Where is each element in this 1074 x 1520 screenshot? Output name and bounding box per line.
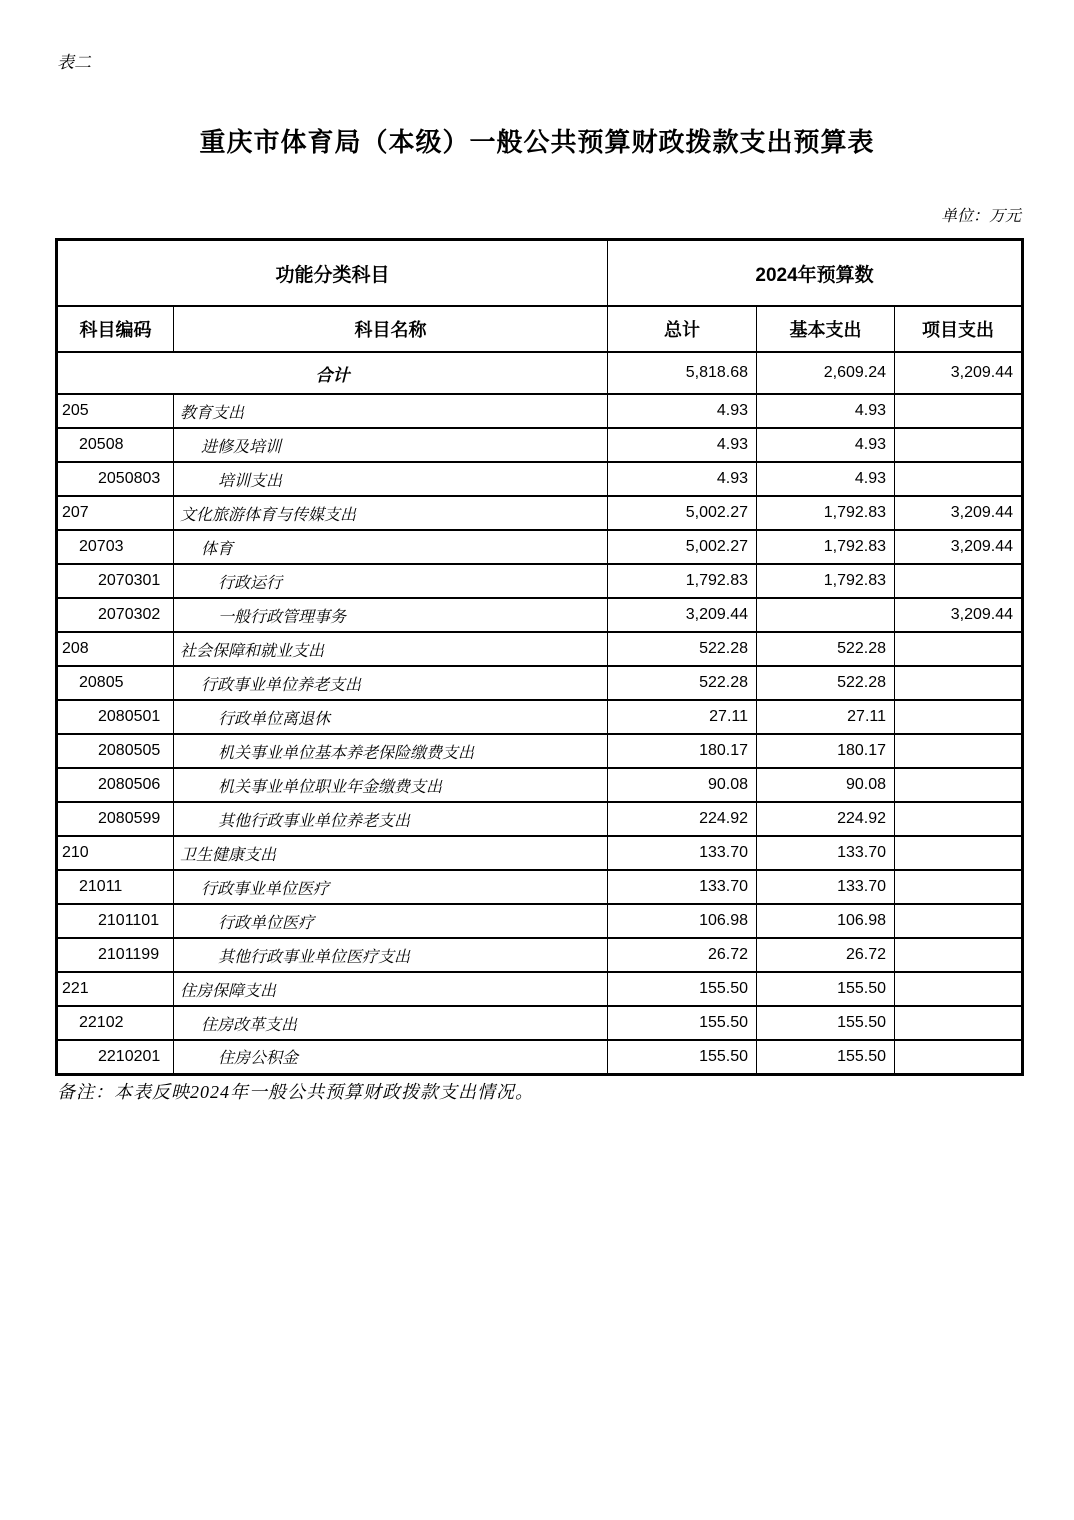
subject-name-cell: 行政单位医疗: [174, 904, 608, 938]
total-cell: 4.93: [608, 394, 757, 428]
table-row: [57, 394, 1023, 428]
basic-expense-cell: 180.17: [757, 734, 895, 768]
table-row: [57, 564, 1023, 598]
table-row: [57, 632, 1023, 666]
total-cell: 1,792.83: [608, 564, 757, 598]
subject-code-cell: 207: [57, 496, 174, 530]
table-row: [57, 768, 1023, 802]
project-expense-cell: 3,209.44: [895, 530, 1023, 564]
total-cell: 90.08: [608, 768, 757, 802]
basic-expense-cell: 155.50: [757, 972, 895, 1006]
table-row: [57, 870, 1023, 904]
subject-name-cell: 机关事业单位职业年金缴费支出: [174, 768, 608, 802]
basic-expense-cell: 4.93: [757, 394, 895, 428]
table-row: [57, 700, 1023, 734]
project-expense-cell: [895, 802, 1023, 836]
total-cell: 133.70: [608, 870, 757, 904]
project-expense-cell: [895, 394, 1023, 428]
budget-table: [55, 238, 1024, 1076]
subject-name-cell: 机关事业单位基本养老保险缴费支出: [174, 734, 608, 768]
column-header-row: [57, 306, 1023, 352]
basic-expense-cell: [757, 598, 895, 632]
basic-expense-cell: 133.70: [757, 870, 895, 904]
project-expense-cell: [895, 870, 1023, 904]
project-expense-cell: [895, 768, 1023, 802]
project-expense-cell: [895, 564, 1023, 598]
header-project-expense: 项目支出: [895, 306, 1023, 352]
basic-expense-cell: 224.92: [757, 802, 895, 836]
subject-name-cell: 卫生健康支出: [174, 836, 608, 870]
subject-name-cell: 其他行政事业单位医疗支出: [174, 938, 608, 972]
table-row: [57, 530, 1023, 564]
project-expense-cell: [895, 904, 1023, 938]
subject-code-cell: 2050803: [57, 462, 174, 496]
subject-name-cell: 住房改革支出: [174, 1006, 608, 1040]
table-row: [57, 1006, 1023, 1040]
subject-name-cell: 一般行政管理事务: [174, 598, 608, 632]
total-cell: 133.70: [608, 836, 757, 870]
total-cell: 155.50: [608, 972, 757, 1006]
table-number-label: 表二: [57, 53, 91, 72]
total-row-project: 3,209.44: [895, 352, 1023, 394]
basic-expense-cell: 4.93: [757, 428, 895, 462]
total-cell: 522.28: [608, 666, 757, 700]
header-total: 总计: [608, 306, 757, 352]
group-header-row: [57, 240, 1023, 307]
table-row: [57, 972, 1023, 1006]
subject-name-cell: 行政运行: [174, 564, 608, 598]
project-expense-cell: [895, 462, 1023, 496]
project-expense-cell: [895, 972, 1023, 1006]
subject-name-cell: 其他行政事业单位养老支出: [174, 802, 608, 836]
project-expense-cell: [895, 1006, 1023, 1040]
header-subject-code: 科目编码: [57, 306, 174, 352]
table-row: [57, 802, 1023, 836]
total-cell: 522.28: [608, 632, 757, 666]
total-cell: 155.50: [608, 1040, 757, 1074]
total-cell: 26.72: [608, 938, 757, 972]
subject-code-cell: 22102: [57, 1006, 174, 1040]
subject-code-cell: 2101101: [57, 904, 174, 938]
project-expense-cell: [895, 734, 1023, 768]
table-row: [57, 598, 1023, 632]
table-row: [57, 836, 1023, 870]
basic-expense-cell: 133.70: [757, 836, 895, 870]
basic-expense-cell: 1,792.83: [757, 564, 895, 598]
basic-expense-cell: 90.08: [757, 768, 895, 802]
subject-code-cell: 2080505: [57, 734, 174, 768]
header-function-category: 功能分类科目: [57, 240, 608, 307]
header-subject-name: 科目名称: [174, 306, 608, 352]
subject-code-cell: 208: [57, 632, 174, 666]
table-row: [57, 734, 1023, 768]
header-basic-expense: 基本支出: [757, 306, 895, 352]
subject-code-cell: 20508: [57, 428, 174, 462]
project-expense-cell: [895, 666, 1023, 700]
basic-expense-cell: 27.11: [757, 700, 895, 734]
basic-expense-cell: 106.98: [757, 904, 895, 938]
subject-code-cell: 2080506: [57, 768, 174, 802]
total-cell: 5,002.27: [608, 530, 757, 564]
total-row-basic: 2,609.24: [757, 352, 895, 394]
subject-code-cell: 2070301: [57, 564, 174, 598]
table-row: [57, 1040, 1023, 1074]
total-row: [57, 352, 1023, 394]
subject-code-cell: 2101199: [57, 938, 174, 972]
total-cell: 180.17: [608, 734, 757, 768]
basic-expense-cell: 1,792.83: [757, 496, 895, 530]
total-cell: 5,002.27: [608, 496, 757, 530]
unit-label: 单位：万元: [940, 208, 1021, 225]
subject-code-cell: 205: [57, 394, 174, 428]
total-cell: 4.93: [608, 428, 757, 462]
subject-name-cell: 体育: [174, 530, 608, 564]
subject-code-cell: 2210201: [57, 1040, 174, 1074]
total-cell: 4.93: [608, 462, 757, 496]
subject-name-cell: 住房保障支出: [174, 972, 608, 1006]
subject-name-cell: 教育支出: [174, 394, 608, 428]
table-row: [57, 938, 1023, 972]
subject-code-cell: 21011: [57, 870, 174, 904]
total-cell: 224.92: [608, 802, 757, 836]
total-cell: 27.11: [608, 700, 757, 734]
project-expense-cell: [895, 632, 1023, 666]
table-row: [57, 904, 1023, 938]
subject-code-cell: 20703: [57, 530, 174, 564]
basic-expense-cell: 26.72: [757, 938, 895, 972]
table-row: [57, 496, 1023, 530]
basic-expense-cell: 155.50: [757, 1006, 895, 1040]
project-expense-cell: [895, 428, 1023, 462]
total-cell: 106.98: [608, 904, 757, 938]
subject-name-cell: 培训支出: [174, 462, 608, 496]
project-expense-cell: [895, 1040, 1023, 1074]
subject-name-cell: 行政事业单位养老支出: [174, 666, 608, 700]
project-expense-cell: [895, 938, 1023, 972]
subject-code-cell: 2080599: [57, 802, 174, 836]
footnote: 备注：本表反映2024年一般公共预算财政拨款支出情况。: [57, 1082, 534, 1102]
subject-name-cell: 行政事业单位医疗: [174, 870, 608, 904]
total-row-sum: 5,818.68: [608, 352, 757, 394]
page-title: 重庆市体育局（本级）一般公共预算财政拨款支出预算表: [199, 128, 875, 157]
subject-code-cell: 2080501: [57, 700, 174, 734]
table-row: [57, 666, 1023, 700]
basic-expense-cell: 4.93: [757, 462, 895, 496]
basic-expense-cell: 1,792.83: [757, 530, 895, 564]
subject-code-cell: 221: [57, 972, 174, 1006]
total-cell: 3,209.44: [608, 598, 757, 632]
table-row: [57, 428, 1023, 462]
subject-name-cell: 文化旅游体育与传媒支出: [174, 496, 608, 530]
basic-expense-cell: 522.28: [757, 666, 895, 700]
subject-code-cell: 210: [57, 836, 174, 870]
subject-code-cell: 20805: [57, 666, 174, 700]
project-expense-cell: [895, 700, 1023, 734]
project-expense-cell: [895, 836, 1023, 870]
basic-expense-cell: 155.50: [757, 1040, 895, 1074]
basic-expense-cell: 522.28: [757, 632, 895, 666]
project-expense-cell: 3,209.44: [895, 598, 1023, 632]
header-budget-2024: 2024年预算数: [608, 240, 1023, 307]
total-cell: 155.50: [608, 1006, 757, 1040]
total-row-label: 合计: [57, 352, 608, 394]
subject-name-cell: 社会保障和就业支出: [174, 632, 608, 666]
project-expense-cell: 3,209.44: [895, 496, 1023, 530]
subject-name-cell: 行政单位离退休: [174, 700, 608, 734]
subject-code-cell: 2070302: [57, 598, 174, 632]
subject-name-cell: 进修及培训: [174, 428, 608, 462]
subject-name-cell: 住房公积金: [174, 1040, 608, 1074]
table-row: [57, 462, 1023, 496]
